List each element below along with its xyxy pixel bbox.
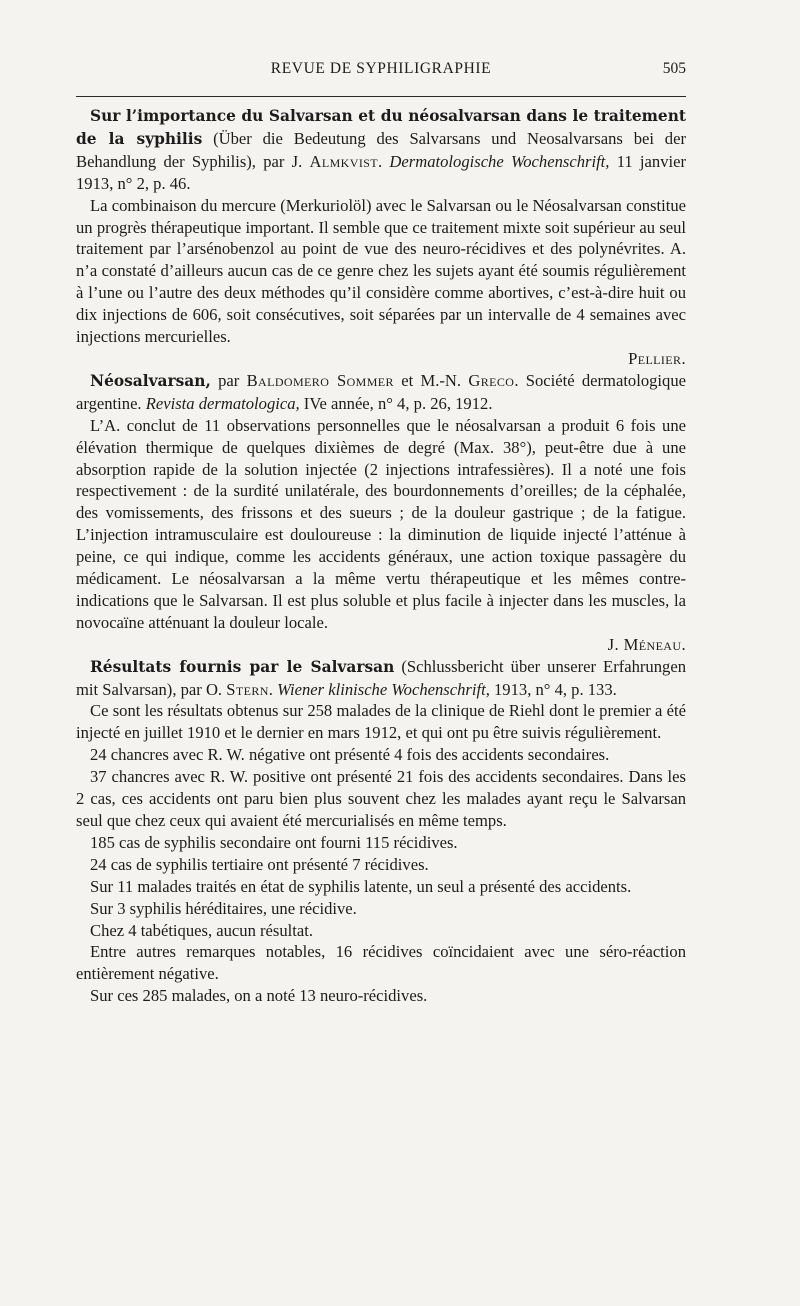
article-almkvist — [76, 105, 686, 370]
article-citation — [76, 370, 686, 415]
author-name: Almkvist — [309, 151, 379, 171]
signature-line — [76, 634, 686, 656]
article-paragraph: 24 chancres avec R. W. négative ont présenté 4 fois des accidents secondaires. — [90, 745, 610, 765]
page-number: 505 — [662, 60, 686, 77]
journal-name: Wiener klinische Wochenschrift, — [277, 679, 490, 699]
running-title: REVUE DE SYPHILIGRAPHIE — [270, 60, 492, 77]
article-paragraph: Entre autres remarques notables, 16 récidives coïncidaient avec une séro-réaction entièrement négative. — [76, 942, 686, 984]
article-paragraph: La combinaison du mercure (Merkuriolöl) avec le Salvarsan ou le Néosalvarsan constitue un progrès thérapeutique important. Il semble que ce traitement mixte soit supérieur au seul traitement par l’arsénobenzol au point de vue des neuro-récidives et des polynévrites. A. n’a constaté d’ailleurs aucun cas de ce genre chez les sujets ayant été soumis régulièrement à l’une ou l’autre des deux méthodes qu’il considère comme abortives, c’est-à-dire huit ou dix injections de 606, soit consécutives, soit séparées par un intervalle de 4 semaines avec injections mercurielles. — [76, 195, 686, 347]
citation-text: et M.-N. — [393, 370, 469, 390]
article-paragraph: L’A. conclut de 11 observations personnelles que le néosalvarsan a produit 6 fois une élévation thermique de quelques dixièmes de degré (Max. 38°), peut-être due à une absorption rapide de la solution injectée (2 injections intrafessières). Il a noté une fois respectivement : de la surdité unilatérale, des bourdonnements d’oreilles; de la céphalée, des vomissements, des frissons et des sueurs ; de la douleur gastrique ; de la fatigue. L’injection intramusculaire est douloureuse : la diminution de liquide injecté l’atténue à peine, ce qui indique, comme les accidents généraux, une action toxique passagère du médicament. Le néosalvarsan a la même vertu thérapeutique et les mêmes contre-indications que le Salvarsan. Il est plus soluble et plus facile à injecter dans les muscles, la novocaïne atténuant la douleur locale. — [76, 415, 686, 632]
article-title: Néosalvarsan, — [90, 371, 211, 390]
citation-text: IVe année, n° 4, p. 26, 1912. — [299, 393, 493, 413]
article-signature: J. Méneau. — [607, 634, 686, 654]
journal-name: Revista dermatologica, — [145, 393, 300, 413]
signature-line — [76, 348, 686, 370]
article-sommer-greco — [76, 370, 686, 656]
author-name: Stern — [226, 679, 269, 699]
author-name: Greco — [468, 370, 515, 390]
article-paragraph: 24 cas de syphilis tertiaire ont présenté 7 récidives. — [90, 854, 429, 874]
article-stern — [76, 656, 686, 1008]
citation-text: par — [210, 370, 247, 390]
article-paragraph: 185 cas de syphilis secondaire ont fourni 115 récidives. — [90, 832, 458, 852]
page-content — [76, 105, 686, 1007]
article-paragraph: Sur ces 285 malades, on a noté 13 neuro-récidives. — [90, 986, 428, 1006]
article-paragraph: Chez 4 tabétiques, aucun résultat. — [90, 920, 314, 940]
article-title: Résultats fournis par le Salvarsan — [90, 657, 395, 676]
citation-text: . — [268, 679, 278, 699]
journal-name: Dermatologische Wochenschrift, — [389, 151, 610, 171]
article-citation: Sur l’importance du Salvarsan et du néosalvarsan dans le traitement de la syphilis (Über die Bedeutung des Salvarsans und Neosalvarsans bei der Behandlung der Syphilis), par J. Almkvist. Dermatologische Wochenschrift, 11 janvier 1913, n° 2, p. 46. — [76, 107, 686, 193]
running-head — [76, 60, 686, 82]
citation-text: . Société dermatologique argentine. — [76, 370, 687, 413]
citation-text: (Über die Bedeutung des Salvarsans und Neosalvarsans bei der Behandlung der Syphilis), par J. — [76, 128, 686, 171]
article-paragraph: 37 chancres avec R. W. positive ont présenté 21 fois des accidents secondaires. Dans les 2 cas, ces accidents ont paru bien plus souvent chez les malades ayant reçu le Salvarsan seul que chez ceux qui avaient été mercurialisés en même temps. — [76, 767, 686, 830]
header-rule — [76, 96, 686, 97]
citation-text: (Schlussbericht über unserer Erfahrungen mit Salvarsan), par O. — [76, 656, 686, 699]
article-citation — [76, 656, 686, 701]
article-paragraph: Ce sont les résultats obtenus sur 258 malades de la clinique de Riehl dont le premier a été injecté en juillet 1910 et le dernier en mars 1912, et qui ont pu être suivis régulièrement. — [76, 701, 686, 743]
article-signature: Pellier. — [628, 348, 686, 368]
citation-text: 1913, n° 4, p. 133. — [489, 679, 617, 699]
article-paragraph: Sur 3 syphilis héréditaires, une récidive. — [90, 898, 357, 918]
article-title: Sur l’importance du Salvarsan et du néosalvarsan dans le traitement de la syphilis — [76, 107, 686, 148]
article-paragraph: Sur 11 malades traités en état de syphilis latente, un seul a présenté des accidents. — [90, 876, 632, 896]
citation-text: 11 janvier 1913, n° 2, p. 46. — [76, 151, 686, 193]
author-name: Baldomero Sommer — [246, 370, 394, 390]
